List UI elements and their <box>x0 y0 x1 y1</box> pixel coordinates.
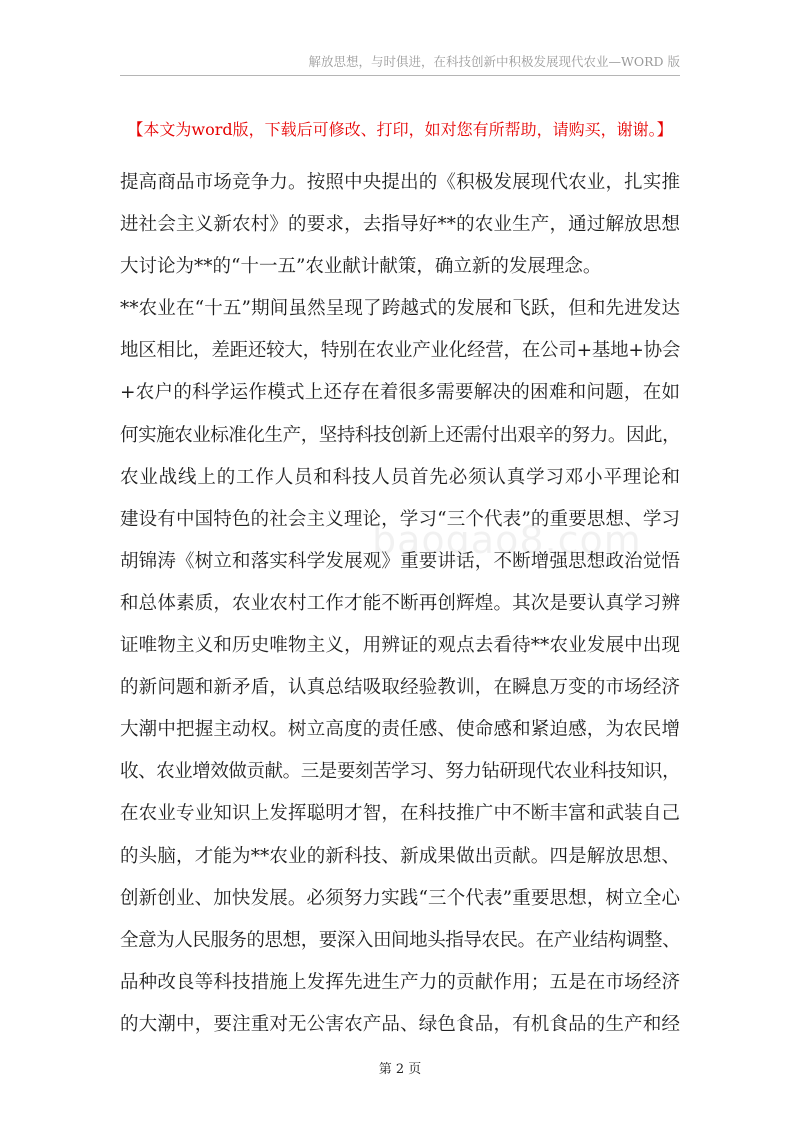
body-line: 大讨论为**的“十一五”农业献计献策，确立新的发展理念。 <box>120 256 602 278</box>
body-line: 何实施农业标准化生产，坚持科技创新上还需付出艰辛的努力。因此， <box>120 424 680 446</box>
page-number: 第 2 页 <box>378 1062 422 1077</box>
body-line: 地区相比，差距还较大，特别在农业产业化经营，在公司+基地+协会 <box>120 340 680 362</box>
body-line: 创新创业、加快发展。必须努力实践“三个代表”重要思想，树立全心 <box>120 887 680 909</box>
body-line: 证唯物主义和历史唯物主义，用辨证的观点去看待**农业发展中出现 <box>120 635 680 657</box>
body-line: 胡锦涛《树立和落实科学发展观》重要讲话，不断增强思想政治觉悟 <box>120 550 680 572</box>
body-text <box>120 162 680 1046</box>
body-line: 的头脑，才能为**农业的新科技、新成果做出贡献。四是解放思想、 <box>120 845 680 867</box>
running-header: 解放思想，与时俱进，在科技创新中积极发展现代农业—WORD 版 <box>308 54 680 69</box>
body-line: 提高商品市场竞争力。按照中央提出的《积极发展现代农业，扎实推 <box>120 172 680 193</box>
body-line: 品种改良等科技措施上发挥先进生产力的贡献作用；五是在市场经济 <box>120 971 680 993</box>
body-line: 的新问题和新矛盾，认真总结吸取经验教训，在瞬息万变的市场经济 <box>120 677 680 699</box>
body-line: 进社会主义新农村》的要求，去指导好**的农业生产，通过解放思想 <box>120 214 680 236</box>
body-line: 的大潮中，要注重对无公害农产品、绿色食品，有机食品的生产和经 <box>120 1013 680 1035</box>
body-line: +农户的科学运作模式上还存在着很多需要解决的困难和问题，在如 <box>120 382 680 404</box>
body-line: 大潮中把握主动权。树立高度的责任感、使命感和紧迫感，为农民增 <box>120 719 680 741</box>
body-line: 和总体素质，农业农村工作才能不断再创辉煌。其次是要认真学习辨 <box>120 592 680 614</box>
header-divider <box>120 75 680 76</box>
watermark: baogao8.com <box>372 518 642 562</box>
body-line: **农业在“十五”期间虽然呈现了跨越式的发展和飞跃，但和先进发达 <box>120 298 680 320</box>
body-line: 在农业专业知识上发挥聪明才智，在科技推广中不断丰富和武装自己 <box>120 803 680 825</box>
body-line: 农业战线上的工作人员和科技人员首先必须认真学习邓小平理论和 <box>120 466 680 488</box>
body-line: 收、农业增效做贡献。三是要刻苦学习、努力钻研现代农业科技知识， <box>120 761 680 783</box>
body-line: 全意为人民服务的思想，要深入田间地头指导农民。在产业结构调整、 <box>120 929 680 951</box>
body-line: 建设有中国特色的社会主义理论，学习“三个代表”的重要思想、学习 <box>120 508 680 530</box>
purchase-notice: 【本文为word版，下载后可修改、打印，如对您有所帮助，请购买，谢谢。】 <box>127 120 673 139</box>
